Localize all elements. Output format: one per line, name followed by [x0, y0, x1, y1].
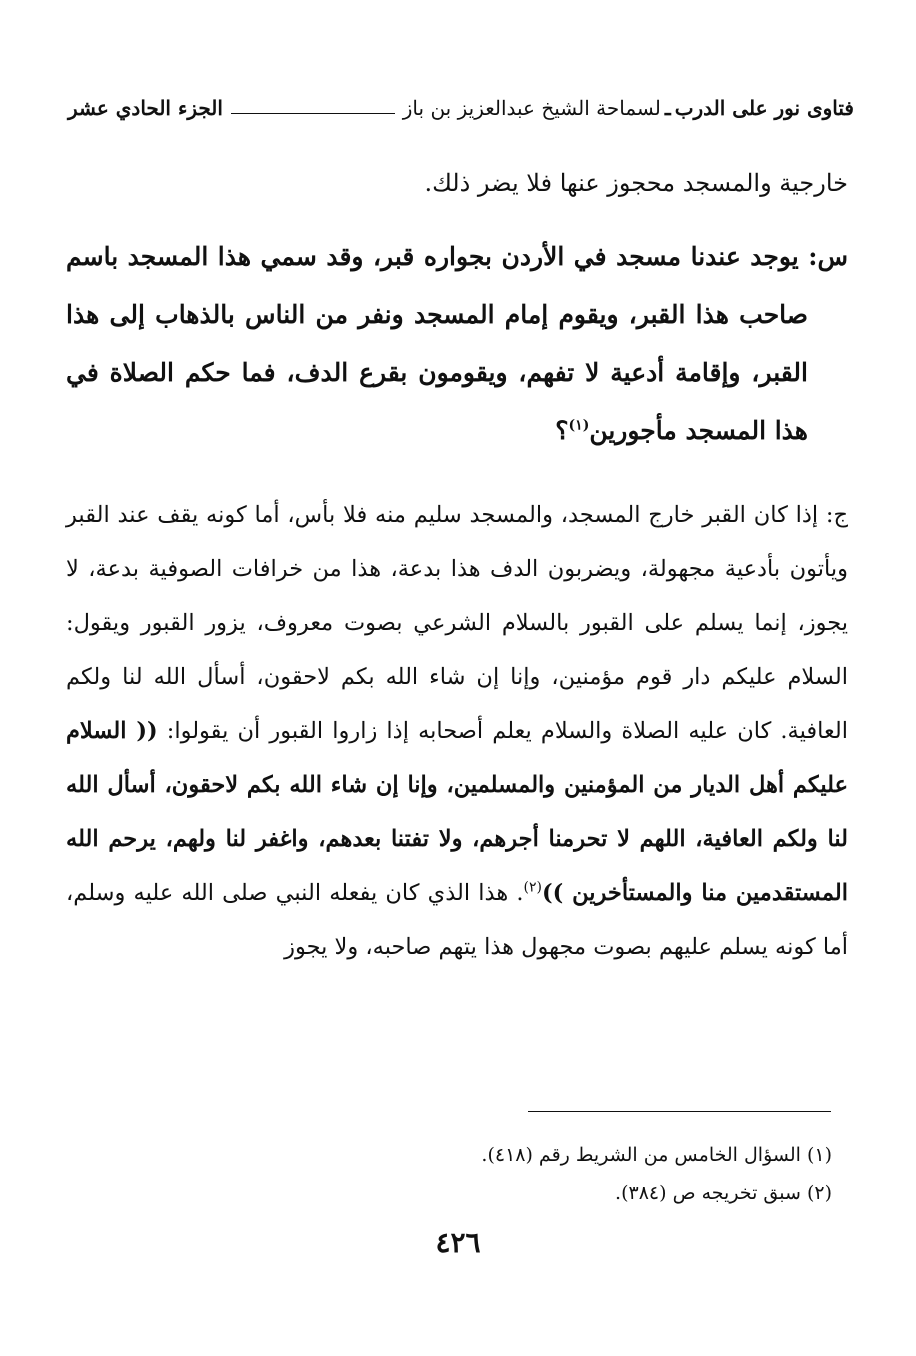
author-name: لسماحة الشيخ عبدالعزيز بن باز [402, 96, 661, 120]
running-header [68, 88, 854, 128]
question-text: س: يوجد عندنا مسجد في الأردن بجواره قبر، وقد سمي هذا المسجد باسم صاحب هذا القبر، ويقوم إمام المسجد ونفر من الناس بالذهاب إلى هذا القبر، وإقامة أدعية لا تفهم، ويقومون بقرع الدف، فما حكم الصلاة في هذا المسجد مأجورين [66, 242, 848, 445]
question-mark: ؟ [555, 416, 569, 445]
answer-text-part1: ج: إذا كان القبر خارج المسجد، والمسجد سليم منه فلا بأس، أما كونه يقف عند القبر ويأتون بأدعية مجهولة، ويضربون الدف هذا بدعة، هذا من خرافات الصوفية بدعة، لا يجوز، إنما يسلم على القبور بالسلام الشرعي بصوت معروف، يزور القبور ويقول: السلام عليكم دار قوم مؤمنين، وإنا إن شاء الله بكم لاحقون، أسأل الله لنا ولكم العافية. كان عليه الصلاة والسلام يعلم أصحابه إذا زاروا القبور أن يقولوا: [66, 502, 848, 744]
answer-paragraph [66, 488, 848, 974]
answer-text-part2: . هذا الذي كان يفعله النبي صلى الله عليه وسلم، أما كونه يسلم عليهم بصوت مجهول هذا يتهم صاحبه، ولا يجوز [66, 880, 848, 960]
footnote-1: (١) السؤال الخامس من الشريط رقم (٤١٨). [481, 1144, 832, 1166]
continuation-paragraph: خارجية والمسجد محجوز عنها فلا يضر ذلك. [424, 169, 848, 197]
footnote-ref-1: (١) [568, 417, 590, 434]
footnote-ref-2: (٢) [523, 879, 542, 896]
header-rule [231, 113, 395, 114]
question-paragraph [66, 228, 848, 460]
footnote-2: (٢) سبق تخريجه ص (٣٨٤). [615, 1182, 832, 1204]
footnotes [200, 1136, 832, 1212]
volume-title: الجزء الحادي عشر [68, 96, 223, 120]
series-title: فتاوى نور على الدرب [674, 96, 854, 120]
header-separator: ـ [664, 96, 671, 120]
footnote-separator [528, 1111, 831, 1112]
hadith-quote: (( السلام عليكم أهل الديار من المؤمنين والمسلمين، وإنا إن شاء الله بكم لاحقون، أسأل الله لنا ولكم العافية، اللهم لا تحرمنا أجرهم، ولا تفتنا بعدهم، واغفر لنا ولهم، يرحم الله المستقدمين منا والمستأخرين )) [66, 718, 848, 906]
page-number: ٤٢٦ [435, 1226, 481, 1259]
